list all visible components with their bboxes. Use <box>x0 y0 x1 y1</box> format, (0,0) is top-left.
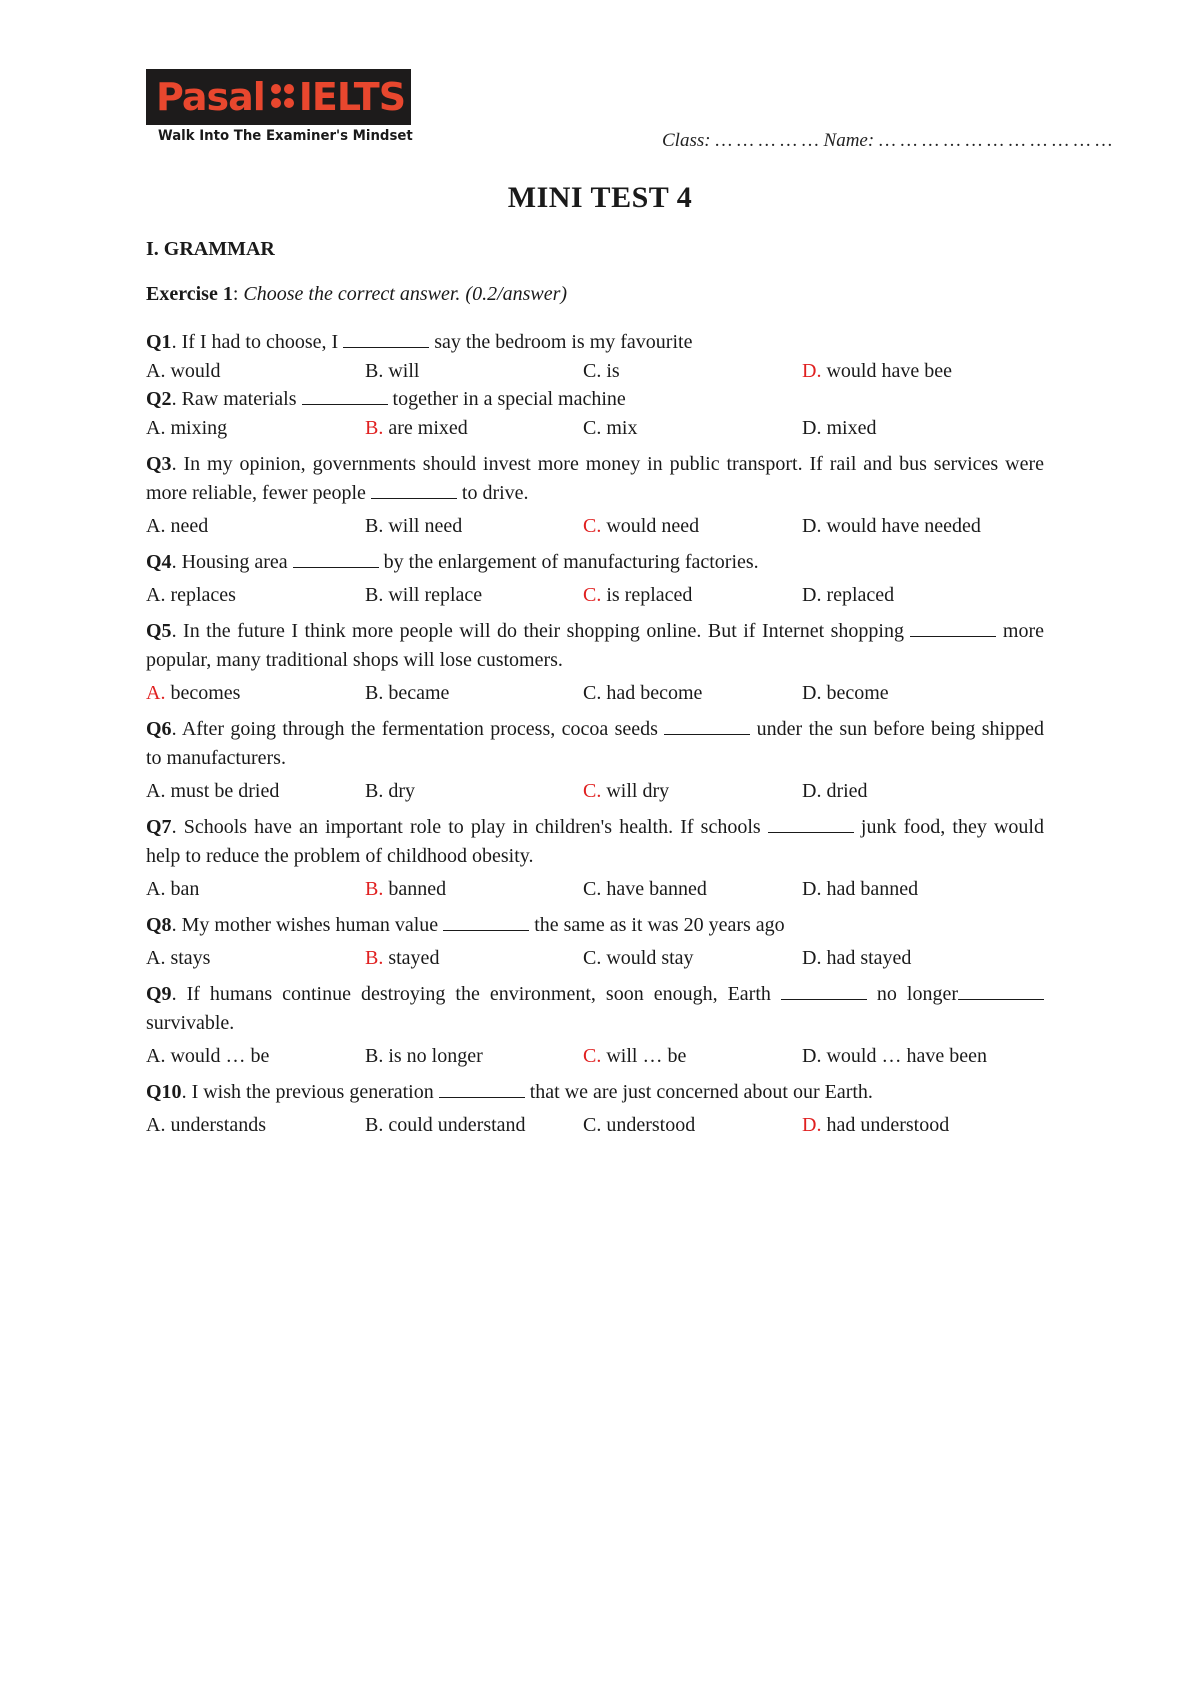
option-letter: B. <box>365 1045 384 1067</box>
option-letter: C. <box>583 1045 602 1067</box>
option-letter: D. <box>802 584 822 606</box>
question-block <box>146 972 1044 1070</box>
question-text-before: . After going through the fermentation process, cocoa seeds <box>171 718 665 740</box>
answer-blank[interactable] <box>293 549 379 568</box>
option-letter: B. <box>365 584 384 606</box>
answer-options <box>146 875 1044 903</box>
question-text-before: . I wish the previous generation <box>181 1081 439 1103</box>
option-text: mix <box>601 417 638 439</box>
option-text: ban <box>165 878 200 900</box>
question-stem <box>146 328 1044 357</box>
option-text: is <box>601 360 620 382</box>
answer-options <box>146 777 1044 805</box>
question-text-after: the same as it was 20 years ago <box>529 914 785 936</box>
answer-option[interactable] <box>365 777 583 805</box>
option-text: banned <box>383 878 447 900</box>
question-text-after: together in a special machine <box>387 388 626 410</box>
question-block <box>146 540 1044 609</box>
answer-option[interactable] <box>802 777 1044 805</box>
question-text-after: junk food, they would help to reduce the problem of childhood obesity. <box>146 816 1044 867</box>
answer-option[interactable] <box>365 1111 583 1139</box>
class-name-line: Class: … … … … … Name: … … … … … … … … … … … <box>662 130 1113 151</box>
question-text-before: . Schools have an important role to play in children's health. If schools <box>171 816 768 838</box>
option-text: will need <box>383 515 463 537</box>
option-text: will dry <box>601 780 670 802</box>
option-letter: D. <box>802 360 822 382</box>
option-letter: B. <box>365 780 384 802</box>
question-text-after: more popular, many traditional shops will lose customers. <box>146 620 1045 671</box>
answer-options <box>146 357 1044 385</box>
option-letter: A. <box>146 878 166 900</box>
option-letter: D. <box>802 417 822 439</box>
option-text: had understood <box>821 1114 950 1136</box>
page-title: MINI TEST 4 <box>507 181 693 214</box>
option-letter: D. <box>802 1114 822 1136</box>
option-letter: A. <box>146 584 166 606</box>
option-text: mixed <box>821 417 877 439</box>
option-letter: A. <box>146 682 166 704</box>
question-stem <box>146 450 1044 508</box>
answer-option[interactable] <box>802 875 1044 903</box>
option-letter: A. <box>146 360 166 382</box>
question-number: Q10 <box>146 1081 182 1103</box>
question-text-after: say the bedroom is my favourite <box>429 331 693 353</box>
question-text-before: . Raw materials <box>171 388 302 410</box>
answer-option[interactable] <box>146 944 365 972</box>
answer-option[interactable] <box>146 512 365 540</box>
answer-option[interactable] <box>146 1111 365 1139</box>
option-text: could understand <box>383 1114 526 1136</box>
answer-blank[interactable] <box>958 981 1044 1000</box>
question-stem <box>146 715 1044 773</box>
answer-option[interactable] <box>583 875 802 903</box>
option-text: understands <box>165 1114 266 1136</box>
option-letter: C. <box>583 682 602 704</box>
answer-options <box>146 581 1044 609</box>
answer-blank[interactable] <box>781 981 867 1000</box>
answer-option[interactable] <box>365 581 583 609</box>
answer-options <box>146 414 1044 442</box>
option-letter: A. <box>146 515 166 537</box>
option-letter: B. <box>365 682 384 704</box>
option-letter: B. <box>365 417 384 439</box>
option-text: will … be <box>601 1045 687 1067</box>
option-text: stayed <box>383 947 440 969</box>
question-block <box>146 1070 1044 1139</box>
option-letter: C. <box>583 947 602 969</box>
question-text-after: under the sun before being shipped to manufacturers. <box>146 718 1044 769</box>
option-letter: C. <box>583 1114 602 1136</box>
question-stem <box>146 980 1044 1038</box>
option-letter: A. <box>146 417 166 439</box>
option-text: will replace <box>383 584 483 606</box>
question-block <box>146 385 1044 442</box>
answer-option[interactable] <box>583 944 802 972</box>
option-text: must be dried <box>165 780 280 802</box>
answer-option[interactable] <box>583 512 802 540</box>
answer-option[interactable] <box>146 777 365 805</box>
option-text: had stayed <box>821 947 912 969</box>
option-text: understood <box>601 1114 696 1136</box>
question-stem <box>146 911 1044 940</box>
question-number: Q2 <box>146 388 172 410</box>
option-letter: D. <box>802 1045 822 1067</box>
question-block <box>146 442 1044 540</box>
question-block <box>146 328 1044 385</box>
question-block <box>146 707 1044 805</box>
question-text-after: to drive. <box>456 482 529 504</box>
option-letter: B. <box>365 1114 384 1136</box>
answer-option[interactable] <box>365 414 583 442</box>
answer-option[interactable] <box>802 414 1044 442</box>
option-text: stays <box>165 947 211 969</box>
option-text: would have needed <box>821 515 981 537</box>
answer-option[interactable] <box>583 357 802 385</box>
question-text-after: that we are just concerned about our Earth. <box>524 1081 873 1103</box>
question-stem <box>146 617 1044 675</box>
option-letter: D. <box>802 878 822 900</box>
question-number: Q6 <box>146 718 172 740</box>
answer-option[interactable] <box>583 777 802 805</box>
option-text: had become <box>601 682 703 704</box>
option-letter: C. <box>583 584 602 606</box>
option-text: would stay <box>601 947 694 969</box>
question-text-before: . Housing area <box>171 551 293 573</box>
question-text-before: . In my opinion, governments should invest more money in public transport. If rail and bus services were more reliable, fewer people <box>146 453 1044 504</box>
question-text-after: survivable. <box>146 1012 235 1034</box>
answer-options <box>146 1042 1044 1070</box>
question-text-after: by the enlargement of manufacturing factories. <box>378 551 759 573</box>
section-heading: I. GRAMMAR <box>146 238 275 260</box>
answer-option[interactable] <box>146 679 365 707</box>
question-number: Q1 <box>146 331 172 353</box>
answer-blank[interactable] <box>343 329 429 348</box>
exercise-instruction: Exercise 1: Choose the correct answer. (0.2/answer) <box>146 283 568 305</box>
option-text: had banned <box>821 878 919 900</box>
answer-option[interactable] <box>146 1042 365 1070</box>
option-letter: B. <box>365 947 384 969</box>
answer-option[interactable] <box>365 357 583 385</box>
option-text: would … be <box>165 1045 270 1067</box>
answer-blank[interactable] <box>371 480 457 499</box>
answer-option[interactable] <box>802 357 1044 385</box>
question-block <box>146 609 1044 707</box>
answer-option[interactable] <box>583 581 802 609</box>
option-text: would need <box>601 515 700 537</box>
question-text-before: . If humans continue destroying the environment, soon enough, Earth <box>171 983 781 1005</box>
answer-blank[interactable] <box>768 814 854 833</box>
exercise-instruction-text: Choose the correct answer. (0.2/answer) <box>243 283 568 305</box>
option-letter: D. <box>802 780 822 802</box>
option-text: become <box>821 682 889 704</box>
option-letter: D. <box>802 947 822 969</box>
answer-option[interactable] <box>583 679 802 707</box>
option-text: are mixed <box>383 417 468 439</box>
question-number: Q9 <box>146 983 172 1005</box>
brand-logo <box>146 69 411 125</box>
option-text: will <box>383 360 420 382</box>
option-text: would have bee <box>821 360 952 382</box>
option-letter: B. <box>365 878 384 900</box>
question-text-before: . If I had to choose, I <box>171 331 344 353</box>
answer-option[interactable] <box>365 875 583 903</box>
question-stem <box>146 813 1044 871</box>
answer-option[interactable] <box>365 1042 583 1070</box>
question-number: Q4 <box>146 551 172 573</box>
option-letter: C. <box>583 780 602 802</box>
answer-options <box>146 1111 1044 1139</box>
question-text-middle: no longer <box>866 983 959 1005</box>
option-letter: A. <box>146 1114 166 1136</box>
question-block <box>146 903 1044 972</box>
option-text: becomes <box>165 682 241 704</box>
answer-option[interactable] <box>146 875 365 903</box>
question-list <box>146 328 1044 1139</box>
option-letter: C. <box>583 515 602 537</box>
question-stem <box>146 385 1044 414</box>
option-text: replaced <box>821 584 895 606</box>
answer-option[interactable] <box>583 414 802 442</box>
answer-option[interactable] <box>365 944 583 972</box>
option-text: dry <box>383 780 416 802</box>
option-text: would <box>165 360 221 382</box>
question-stem <box>146 1078 1044 1107</box>
answer-option[interactable] <box>583 1111 802 1139</box>
answer-blank[interactable] <box>443 912 529 931</box>
logo-brand-text: Pasal <box>156 75 265 119</box>
answer-options <box>146 512 1044 540</box>
logo-tagline: Walk Into The Examiner's Mindset <box>158 128 413 144</box>
option-text: have banned <box>601 878 707 900</box>
option-letter: C. <box>583 417 602 439</box>
answer-option[interactable] <box>146 581 365 609</box>
question-text-before: . In the future I think more people will do their shopping online. But if Internet shopping <box>171 620 911 642</box>
option-text: need <box>165 515 209 537</box>
question-number: Q5 <box>146 620 172 642</box>
answer-blank[interactable] <box>302 386 388 405</box>
answer-option[interactable] <box>365 679 583 707</box>
answer-blank[interactable] <box>664 716 750 735</box>
answer-option[interactable] <box>146 414 365 442</box>
question-number: Q8 <box>146 914 172 936</box>
answer-blank[interactable] <box>910 618 996 637</box>
option-letter: D. <box>802 515 822 537</box>
answer-blank[interactable] <box>439 1079 525 1098</box>
option-letter: A. <box>146 780 166 802</box>
logo-product-text: IELTS <box>298 75 406 119</box>
option-letter: C. <box>583 878 602 900</box>
answer-option[interactable] <box>583 1042 802 1070</box>
option-text: is no longer <box>383 1045 483 1067</box>
logo-dots-icon <box>271 82 295 112</box>
answer-option[interactable] <box>802 1042 1044 1070</box>
option-letter: C. <box>583 360 602 382</box>
answer-option[interactable] <box>802 944 1044 972</box>
option-letter: A. <box>146 947 166 969</box>
answer-option[interactable] <box>146 357 365 385</box>
question-text-before: . My mother wishes human value <box>171 914 444 936</box>
answer-options <box>146 944 1044 972</box>
option-text: is replaced <box>601 584 693 606</box>
question-number: Q3 <box>146 453 172 475</box>
option-text: replaces <box>165 584 236 606</box>
answer-option[interactable] <box>365 512 583 540</box>
answer-option[interactable] <box>802 1111 1044 1139</box>
option-text: would … have been <box>821 1045 987 1067</box>
option-text: became <box>383 682 450 704</box>
option-letter: B. <box>365 360 384 382</box>
exercise-label: Exercise 1 <box>146 283 233 305</box>
question-stem <box>146 548 1044 577</box>
option-text: dried <box>821 780 868 802</box>
question-block <box>146 805 1044 903</box>
option-letter: D. <box>802 682 822 704</box>
answer-options <box>146 679 1044 707</box>
answer-option[interactable] <box>802 512 1044 540</box>
option-letter: B. <box>365 515 384 537</box>
option-letter: A. <box>146 1045 166 1067</box>
question-number: Q7 <box>146 816 172 838</box>
option-text: mixing <box>165 417 228 439</box>
answer-option[interactable] <box>802 581 1044 609</box>
answer-option[interactable] <box>802 679 1044 707</box>
